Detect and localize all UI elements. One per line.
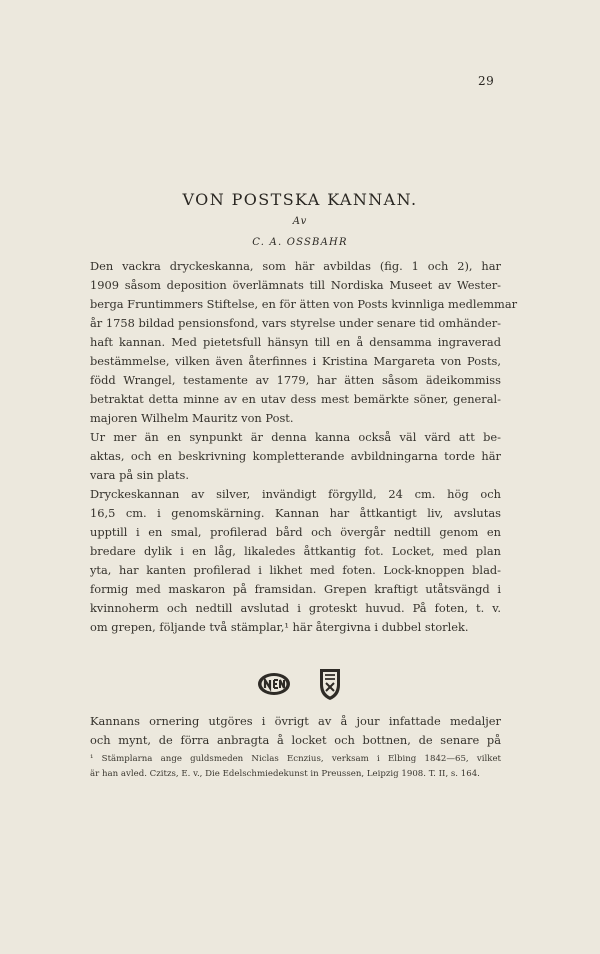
text-line: betraktat detta minne av en utav dess mest bemärkte söner, general- bbox=[90, 392, 501, 406]
text-line: Ur mer än en synpunkt är denna kanna också väl värd att be- bbox=[90, 430, 501, 444]
text-line: formig med maskaron på framsidan. Grepen kraftigt utåtsvängd i bbox=[90, 582, 501, 596]
page-number: 29 bbox=[478, 74, 495, 88]
author-name: C. A. OSSBAHR bbox=[252, 237, 348, 248]
hallmark-stamps bbox=[0, 667, 600, 705]
text-line: upptill i en smal, profilerad bård och övergår nedtill genom en bbox=[90, 525, 501, 539]
footnotes bbox=[90, 752, 501, 782]
text-line: kvinnoherm och nedtill avslutad i groteskt huvud. På foten, t. v. bbox=[90, 601, 501, 615]
footnote-line: är han avled. Czitzs, E. v., Die Edelschmiedekunst in Preussen, Leipzig 1908. T. II, s. 164. bbox=[90, 769, 480, 779]
article-body bbox=[90, 257, 518, 637]
text-line: om grepen, följande två stämplar,¹ här återgivna i dubbel storlek. bbox=[90, 620, 469, 634]
text-line: berga Fruntimmers Stiftelse, en för ätten von Posts kvinnliga medlemmar bbox=[90, 297, 518, 311]
text-line: och mynt, de förra anbragta å locket och bottnen, de senare på bbox=[90, 733, 501, 747]
text-line: Den vackra dryckeskanna, som här avbildas (fig. 1 och 2), har bbox=[90, 259, 501, 273]
text-line: år 1758 bildad pensionsfond, vars styrelse under senare tid omhänder- bbox=[90, 316, 501, 330]
text-line: Kannans ornering utgöres i övrigt av å jour infattade medaljer bbox=[90, 714, 501, 728]
maker-mark-stamp-icon bbox=[257, 672, 291, 700]
city-mark-stamp-icon bbox=[317, 667, 343, 705]
text-line: 16,5 cm. i genomskärning. Kannan har åttkantigt liv, avslutas bbox=[90, 506, 501, 520]
text-line: 1909 såsom deposition överlämnats till Nordiska Museet av Wester- bbox=[90, 278, 501, 292]
footnote-line: ¹ Stämplarna ange guldsmeden Niclas Ecnzius, verksam i Elbing 1842—65, vilket bbox=[90, 754, 501, 764]
text-line: haft kannan. Med pietetsfull hänsyn till en å densamma ingraverad bbox=[90, 335, 501, 349]
text-line: vara på sin plats. bbox=[90, 468, 190, 482]
paragraph-2 bbox=[90, 428, 501, 485]
text-line: född Wrangel, testamente av 1779, har ätten såsom ädeikommiss bbox=[90, 373, 501, 387]
paragraph-3 bbox=[90, 485, 501, 637]
byline: Av bbox=[292, 216, 308, 227]
text-line: yta, har kanten profilerad i likhet med foten. Lock-knoppen blad- bbox=[90, 563, 501, 577]
article-title: VON POSTSKA KANNAN. bbox=[182, 190, 418, 209]
text-line: bestämmelse, vilken även återfinnes i Kristina Margareta von Posts, bbox=[90, 354, 501, 368]
text-line: majoren Wilhelm Mauritz von Post. bbox=[90, 411, 294, 425]
text-line: bredare dylik i en låg, likaledes åttkantig fot. Locket, med plan bbox=[90, 544, 501, 558]
text-line: Dryckeskannan av silver, invändigt förgylld, 24 cm. hög och bbox=[90, 487, 501, 501]
paragraph-1 bbox=[90, 257, 518, 428]
paragraph-4 bbox=[90, 712, 501, 750]
text-line: aktas, och en beskrivning kompletterande avbildningarna torde här bbox=[90, 449, 501, 463]
